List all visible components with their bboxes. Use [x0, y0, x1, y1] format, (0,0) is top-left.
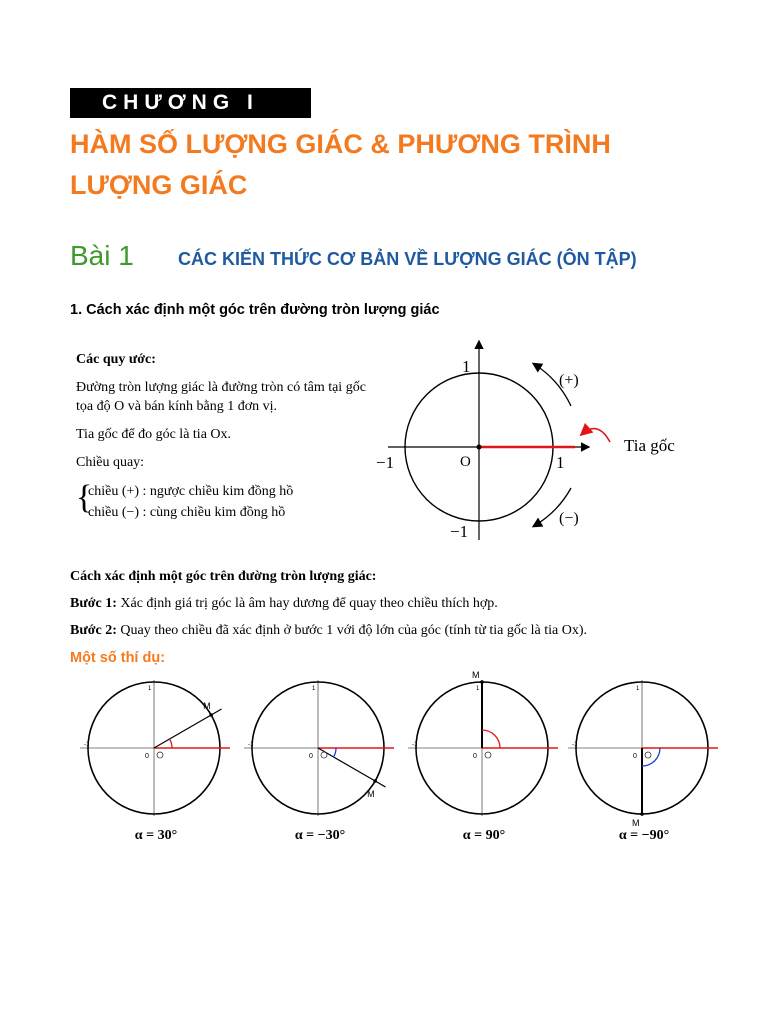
label-right: 1: [556, 453, 565, 472]
ray-pointer-arrow: [582, 429, 610, 442]
origin-point: [477, 445, 482, 450]
conventions-block: [76, 350, 366, 523]
example-angle-label-3: α = 90°: [462, 828, 506, 843]
example-point-m: [209, 713, 213, 717]
example-circle-2: [242, 678, 398, 818]
example-circle-4: [566, 678, 722, 828]
example-origin-marker: [645, 752, 651, 758]
chapter-label: CHƯƠNG I: [70, 88, 311, 118]
label-initial-ray: Tia gốc: [624, 436, 675, 455]
example-tick-1: 1: [148, 686, 152, 692]
example-tick-1: 1: [476, 686, 480, 692]
example-origin-marker: [485, 752, 491, 758]
lesson-title: CÁC KIẾN THỨC CƠ BẢN VỀ LƯỢNG GIÁC (ÔN TẬP): [178, 249, 637, 269]
method-step-1: [70, 594, 710, 613]
label-origin: O: [460, 454, 471, 470]
example-point-label: M: [203, 701, 211, 711]
conventions-line-2: Tia gốc để đo góc là tia Ox.: [76, 427, 232, 442]
example-angle-label-1: α = 30°: [134, 828, 178, 843]
label-minus: (−): [559, 510, 579, 527]
section-heading: 1. Cách xác định một góc trên đường tròn lượng giác: [70, 302, 440, 318]
chapter-title: HÀM SỐ LƯỢNG GIÁC & PHƯƠNG TRÌNH LƯỢNG GIÁC: [70, 129, 611, 200]
direction-positive: chiều (+) : ngược chiều kim đồng hồ: [88, 484, 294, 499]
label-left: −1: [376, 453, 395, 472]
conventions-heading: Các quy ước:: [76, 352, 156, 367]
method-step-2: [70, 621, 710, 640]
example-tick-1: 1: [636, 686, 640, 692]
example-origin-label: 0: [633, 753, 637, 760]
method-heading: Cách xác định một góc trên đường tròn lượng giác:: [70, 569, 377, 584]
example-angle-label-2: α = −30°: [294, 828, 346, 843]
example-tick-neg1: -1: [412, 742, 418, 748]
example-tick-neg1: -1: [84, 742, 90, 748]
example-tick-neg1: -1: [572, 742, 578, 748]
example-point-label: M: [632, 818, 640, 828]
brace-symbol: {: [76, 479, 93, 516]
example-tick-neg1: -1: [248, 742, 254, 748]
rotation-direction-list: [76, 481, 366, 523]
example-tick-1: 1: [312, 686, 316, 692]
example-point-label: M: [367, 789, 375, 799]
example-origin-label: 0: [145, 753, 149, 760]
label-bottom: −1: [450, 522, 469, 541]
example-point-m: [640, 812, 644, 816]
examples-heading: Một số thí dụ:: [70, 650, 166, 666]
example-angle-label-4: α = −90°: [618, 828, 670, 843]
unit-circle-diagram: [370, 340, 715, 550]
step-1-text: Xác định giá trị góc là âm hay dương để quay theo chiều thích hợp.: [120, 596, 498, 611]
direction-negative: chiều (−) : cùng chiều kim đồng hồ: [88, 505, 286, 520]
example-angle-arc: [170, 739, 172, 748]
example-angle-arc: [642, 748, 660, 766]
lesson-number: Bài 1: [70, 240, 134, 271]
example-point-label: M: [472, 670, 480, 680]
example-angle-arc: [334, 748, 336, 757]
example-angle-arc: [482, 730, 500, 748]
example-origin-marker: [157, 752, 163, 758]
example-origin-label: 0: [473, 753, 477, 760]
example-origin-marker: [321, 752, 327, 758]
example-origin-label: 0: [309, 753, 313, 760]
example-circle-1: [78, 678, 234, 818]
method-block: [70, 567, 710, 648]
conventions-line-3: Chiều quay:: [76, 455, 145, 470]
label-plus: (+): [559, 372, 579, 389]
example-circle-3: [406, 670, 562, 818]
example-point-m: [480, 680, 484, 684]
step-1-label: Bước 1:: [70, 596, 117, 611]
label-top: 1: [462, 357, 471, 376]
example-point-m: [373, 779, 377, 783]
step-2-text: Quay theo chiều đã xác định ở bước 1 với độ lớn của góc (tính từ tia gốc là tia Ox).: [120, 623, 587, 638]
step-2-label: Bước 2:: [70, 623, 117, 638]
conventions-line-1: Đường tròn lượng giác là đường tròn có tâm tại gốc tọa độ O và bán kính bằng 1 đơn vị.: [76, 380, 366, 414]
